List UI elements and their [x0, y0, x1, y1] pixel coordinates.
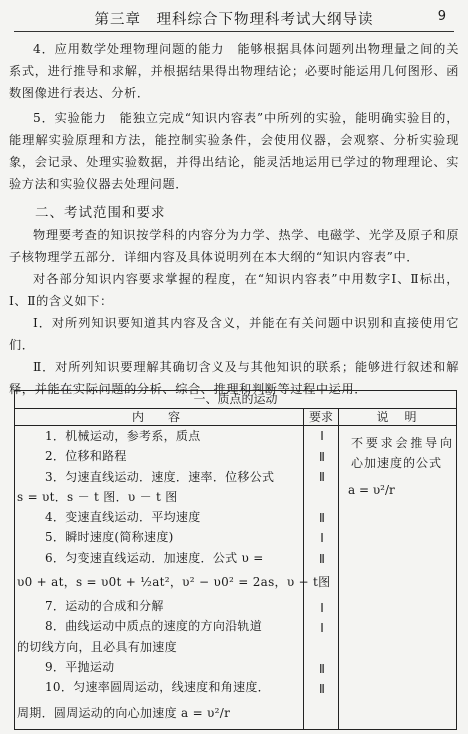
req-level: Ⅱ [319, 552, 325, 566]
req-level: Ⅰ [320, 621, 324, 635]
req-level: Ⅱ [319, 450, 325, 464]
note-formula: a = υ²/r [348, 483, 395, 497]
table-row: 10．匀速率圆周运动，线速度和角速度． [45, 680, 270, 695]
table-row: 4．变速直线运动．平均速度 [45, 510, 201, 525]
paragraph-level-1: Ⅰ．对所列知识要知道其内容及含义，并能在有关问题中识别和直接使用它们． [9, 316, 459, 352]
table-row: 2．位移和路程 [45, 449, 127, 464]
table-row: 6．匀变速直线运动．加速度．公式 υ = [45, 550, 264, 565]
paragraph-levels: 对各部分知识内容要求掌握的程度，在“知识内容表”中用数字Ⅰ、Ⅱ标出，Ⅰ、Ⅱ的含义如下： [9, 272, 459, 308]
section-heading: 二、考试范围和要求 [35, 205, 166, 221]
page-number: 9 [437, 9, 446, 24]
col-content-header: 内 容 [131, 410, 186, 424]
table-row: 周期．圆周运动的向心加速度 a = υ²/r [17, 705, 231, 720]
chapter-title: 第三章 理科综合下物理科考试大纲导读 [94, 12, 374, 28]
col-requirement-header: 要求 [308, 410, 333, 424]
table-row: 7．运动的合成和分解 [45, 599, 164, 614]
table-row: υ0 + at，s = υ0t + ½at²，υ² − υ0² = 2as，υ − t图 [17, 575, 331, 590]
req-level: Ⅰ [320, 429, 324, 443]
scope-section [9, 202, 459, 400]
col-note-header: 说 明 [376, 410, 419, 424]
table-header-row [15, 409, 456, 426]
page-header [0, 6, 468, 30]
req-level: Ⅱ [319, 682, 325, 696]
table-row: 8．曲线运动中质点的速度的方向沿轨道 [45, 619, 263, 634]
paragraph-scope: 物理要考查的知识按学科的内容分为力学、热学、电磁学、光学及原子和原子核物理学五部分．详细内容及具体说明列在本大纲的“知识内容表”中． [9, 228, 459, 264]
req-level: Ⅱ [319, 662, 325, 676]
paragraph-level-2: Ⅱ．对所列知识要理解其确切含义及与其他知识的联系；能够进行叙述和解释，并能在实际问题的分析、综合、推理和判断等过程中运用． [9, 360, 459, 396]
req-level: Ⅰ [320, 531, 324, 545]
col-divider [338, 409, 339, 729]
paragraph-experiment-ability: 5．实验能力 能独立完成“知识内容表”中所列的实验，能明确实验目的，能理解实验原理和方法，能控制实验条件，会使用仪器，会观察、分析实验现象，会记录、处理实验数据，并得出结论，能灵活地运用已学过的物理理论、实验方法和实验仪器去处理问题． [9, 111, 459, 191]
req-level: Ⅰ [320, 601, 324, 615]
header-rule [14, 31, 454, 32]
table-row: 1．机械运动，参考系，质点 [45, 429, 201, 443]
table-row: 5．瞬时速度(简称速度) [45, 530, 174, 545]
paragraph-math-ability: 4．应用数学处理物理问题的能力 能够根据具体问题列出物理量之间的关系式，进行推导和求解，并根据结果得出物理结论；必要时能运用几何图形、函数图像进行表达、分析． [9, 42, 459, 100]
table-caption: 一、质点的运动 [15, 391, 456, 409]
knowledge-table [14, 390, 457, 730]
table-row: s = υt．s － t 图．υ － t 图 [17, 489, 178, 504]
table-row: 9．平抛运动 [45, 659, 115, 674]
ability-paragraphs [9, 38, 459, 195]
req-level: Ⅱ [319, 470, 325, 484]
table-row: 的切线方向，且必具有加速度 [17, 639, 177, 654]
table-row: 3．匀速直线运动．速度．速率．位移公式 [45, 469, 275, 484]
req-level: Ⅱ [319, 511, 325, 525]
table-note: 不要求会推导向心加速度的公式 [351, 436, 453, 470]
